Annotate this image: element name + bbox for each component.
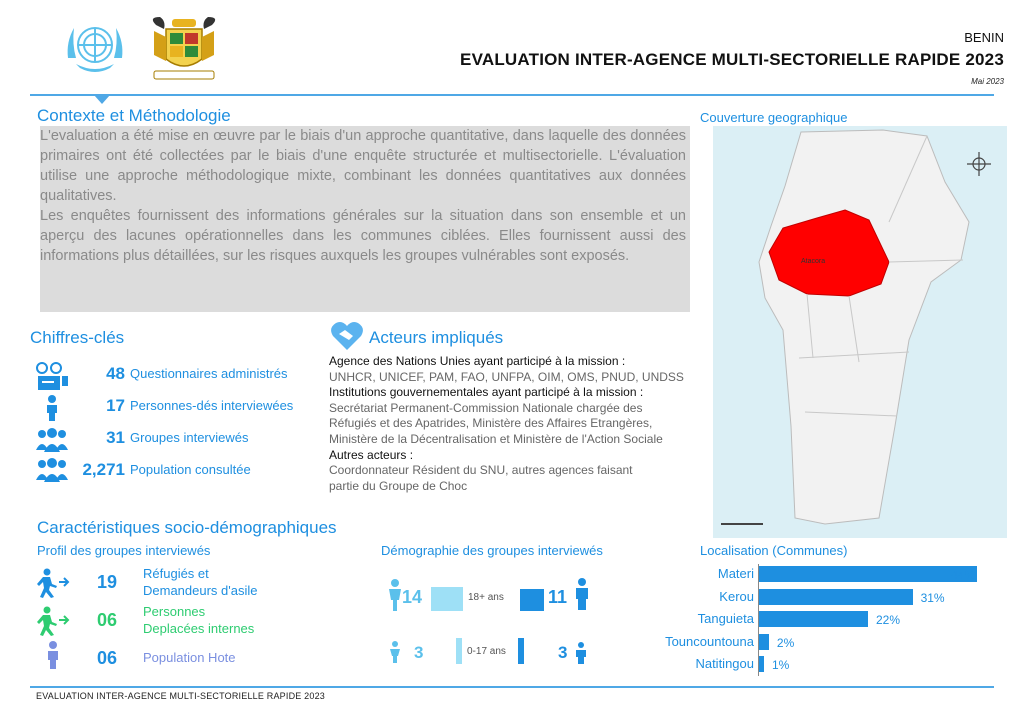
profile-number: 19 <box>97 572 118 592</box>
localisation-title: Localisation (Communes) <box>700 543 848 558</box>
key-figure-number: 2,271 <box>82 460 125 479</box>
key-figures-title: Chiffres-clés <box>30 328 125 347</box>
bar-label-kerou: Kerou <box>719 588 754 604</box>
bar-value-label: 31% <box>920 590 945 605</box>
profile-label-line2: Demandeurs d'asile <box>143 583 258 598</box>
host-person-icon <box>43 640 63 675</box>
profile-title: Profil des groupes interviewés <box>37 543 211 558</box>
bar-label-touncountouna: Touncountouna <box>665 633 754 649</box>
actors-title: Acteurs impliqués <box>369 328 504 347</box>
adult-male-bar <box>520 589 544 611</box>
profile-host <box>37 642 337 672</box>
group-icon <box>34 428 70 459</box>
adult-female-number: 14 <box>402 587 423 607</box>
demography-title: Démographie des groupes interviewés <box>381 543 603 558</box>
person-icon <box>42 394 62 427</box>
context-text <box>40 126 686 266</box>
socio-title: Caractéristiques socio-démographiques <box>37 518 337 537</box>
bar-label-tanguieta: Tanguieta <box>697 611 754 627</box>
key-figure-population <box>30 460 330 486</box>
child-female-number: 3 <box>414 643 424 662</box>
population-icon <box>34 458 70 489</box>
profile-label-line1: Personnes <box>143 604 206 619</box>
child-male-number: 3 <box>558 643 568 662</box>
key-figure-questionnaires <box>30 364 330 390</box>
actors-gov-heading: Institutions gouvernementales ayant participé à la mission : <box>329 385 644 400</box>
header-country: BENIN <box>964 30 1004 45</box>
key-figure-label: Questionnaires administrés <box>130 366 288 381</box>
bar-value-label: 44% <box>951 568 976 582</box>
footer-divider <box>30 686 994 688</box>
footer-text: EVALUATION INTER-AGENCE MULTI-SECTORIELLE RAPIDE 2023 <box>36 691 326 701</box>
benin-coat-of-arms <box>146 15 222 83</box>
profile-label-line1: Réfugiés et <box>143 566 209 581</box>
bar-label-natitingou: Natitingou <box>695 656 754 672</box>
bar-value-label: 1% <box>771 658 790 673</box>
map-region-label: Atacora <box>801 258 826 265</box>
localisation-chart <box>634 562 1014 682</box>
child-female-bar <box>456 638 462 664</box>
context-paragraph-2: Les enquêtes fournissent des informations générales sur la situation dans son ensemble et un aperçu des lacunes opérationnelles dans les communes ciblées. Elles fournissent aussi des informations plus détaillées, sur les risques auxquels les groupes vulnérables sont exposés. <box>40 208 686 264</box>
bar-tanguieta <box>759 611 868 627</box>
child-male-bar <box>518 638 524 664</box>
profile-refugees <box>37 566 337 602</box>
questionnaire-icon <box>34 362 70 397</box>
bar-label-materi: Materi <box>717 566 754 581</box>
bar-touncountouna <box>759 634 769 650</box>
profile-label-line1: Population Hote <box>143 650 236 665</box>
profile-number: 06 <box>97 610 118 630</box>
key-figure-persons <box>30 396 330 422</box>
key-figure-number: 31 <box>106 428 125 447</box>
key-figure-number: 17 <box>106 396 125 415</box>
adult-male-icon <box>573 577 591 616</box>
bar-value-label: 2% <box>776 635 795 650</box>
header-date: Mai 2023 <box>971 77 1004 86</box>
displaced-person-icon <box>37 606 71 641</box>
actors-other-heading: Autres acteurs : <box>329 447 414 462</box>
context-paragraph-1: L'evaluation a été mise en œuvre par le biais d'un approche quantitative, dans laquelle des données primaires ont été collectées par le biais d'une enquête structurée et multisectorielle. L'évaluation utilise une approche méthodologique mixte, combinant les données quantitatives aux données qualitatives. <box>40 128 686 204</box>
child-age-label: 0-17 ans <box>467 646 506 657</box>
adult-age-label: 18+ ans <box>468 592 504 603</box>
bar-value-label: 22% <box>876 613 901 628</box>
adult-male-number: 11 <box>548 587 568 607</box>
refugee-icon <box>37 568 71 603</box>
key-figure-label: Population consultée <box>130 462 251 477</box>
handshake-icon <box>330 320 364 357</box>
actors-other-text-2: partie du Groupe de Choc <box>329 478 468 493</box>
key-figure-label: Personnes-dés interviewées <box>130 398 294 413</box>
header-title: EVALUATION INTER-AGENCE MULTI-SECTORIELLE RAPIDE 2023 <box>460 50 1004 69</box>
profile-label-line2: Deplacées internes <box>143 621 255 636</box>
header-divider <box>30 94 994 96</box>
actors-un-heading: Agence des Nations Unies ayant participé à la mission : <box>329 354 626 368</box>
actors-un-text: UNHCR, UNICEF, PAM, FAO, UNFPA, OIM, OMS, PNUD, UNDSS <box>329 369 684 384</box>
actors-gov-text-2: Réfugiés et des Apatrides, Ministère des Affaires Etrangères, <box>329 416 653 431</box>
bar-kerou <box>759 589 913 605</box>
profile-number: 06 <box>97 648 118 668</box>
bar-natitingou <box>759 656 764 672</box>
key-figure-number: 48 <box>106 364 125 383</box>
child-female-icon <box>388 640 402 669</box>
actors-other-text-1: Coordonnateur Résident du SNU, autres agences faisant <box>329 463 633 478</box>
actors-gov-text-3: Ministère de la Décentralisation et Ministère de l'Action Sociale <box>329 431 663 446</box>
profile-idp <box>37 604 337 640</box>
map-title: Couverture geographique <box>700 110 848 125</box>
context-title: Contexte et Méthodologie <box>37 106 231 125</box>
actors-gov-text-1: Secrétariat Permanent-Commission Nationale chargée des <box>329 400 643 415</box>
key-figure-label: Groupes interviewés <box>130 430 249 445</box>
header-divider-notch <box>94 95 110 104</box>
adult-female-bar <box>431 587 463 611</box>
key-figure-groups <box>30 428 330 454</box>
bar-materi <box>759 566 977 582</box>
actors-list <box>329 354 713 494</box>
un-logo <box>62 18 128 76</box>
map <box>713 126 1007 538</box>
child-male-icon <box>574 641 588 670</box>
